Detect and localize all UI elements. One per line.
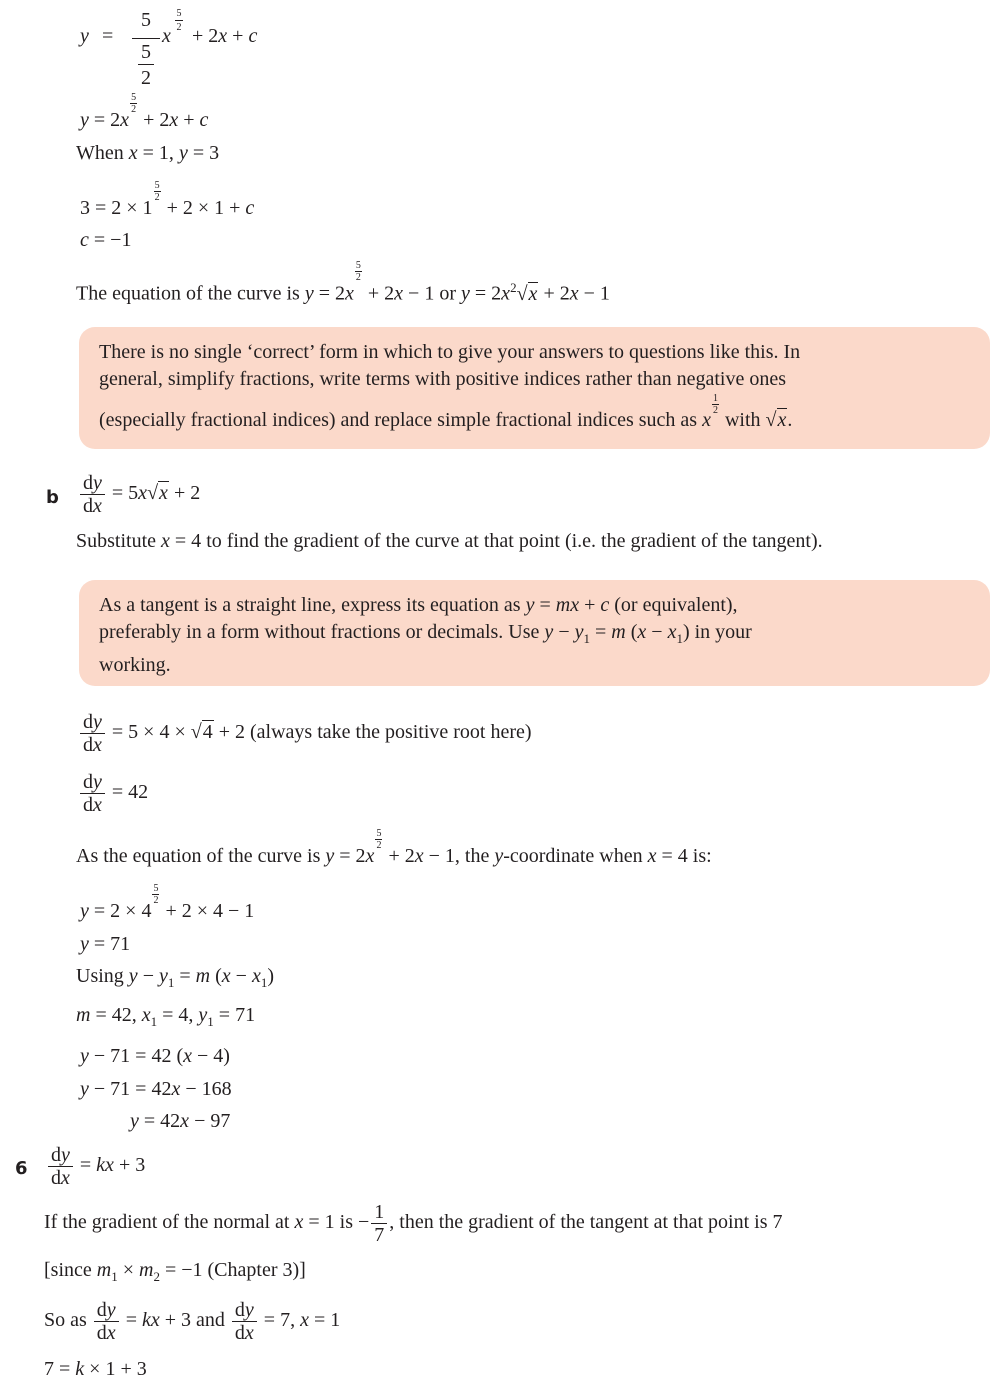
text-fragment: So as — [44, 1309, 87, 1332]
text-fragment: and — [196, 1309, 225, 1332]
equation-line: $\frac{dy}{dx}$ = 5x√x + 2 — [78, 472, 200, 517]
equation-line: $\frac{dy}{dx}$ = 42 — [78, 771, 148, 816]
equation-line: y = 71 — [80, 933, 131, 955]
text-fragment: , the — [454, 845, 490, 867]
text-line: Substitute x = 4 to find the gradient of the curve at that point (i.e. the gradient of the tangent). — [76, 530, 823, 552]
question-number: 6 — [15, 1158, 28, 1179]
equation-line: m = 42, $x_1 = 4$, $y_1 = 71$ — [76, 1004, 256, 1029]
when-text: When — [76, 142, 124, 164]
curve-equation-text: The equation of the curve is — [76, 282, 300, 305]
normal-gradient-text: If the gradient of the normal at — [44, 1211, 290, 1234]
or-text: or — [439, 282, 456, 305]
equation-line: y = 42x − 97 — [130, 1110, 231, 1132]
equation-line: y = 2x $\frac{5}{2}$ + 2x + c — [80, 92, 209, 131]
equation-line: c = −1 — [80, 229, 132, 251]
using-text: Using — [76, 965, 124, 987]
text-fragment: (Chapter 3)] — [207, 1259, 306, 1281]
text-line: Using $y - y_1 = m$ $(x - x_1)$ — [76, 965, 274, 990]
positive-root-text: (always take the positive root here) — [250, 721, 532, 744]
equation-line: $\frac{dy}{dx}$ = kx + 3 — [46, 1144, 145, 1189]
note-line: There is no single ‘correct’ form in which to give your answers to questions like this. In — [99, 341, 801, 363]
tip-note: As a tangent is a straight line, express its equation as y = mx + c (or equivalent), preferably in a form without fractions or decimals. Use $y - y_1 = m$ $(x - x_1)$ in your working. — [79, 580, 990, 686]
note-line: (or equivalent), — [614, 594, 738, 616]
text-fragment: is: — [692, 845, 712, 867]
equation-line: 7 = k × 1 + 3 — [44, 1358, 147, 1380]
text-line: When x = 1, y = 3 — [76, 142, 220, 164]
text-line: The equation of the curve is y = 2x $\frac{5}{2}$ + 2x − 1 or $y = 2x^2√x + 2x - 1$ — [76, 260, 610, 305]
text-line: So as $\frac{dy}{dx}$ = kx + 3 and $\frac{dy}{dx}$ = 7, x = 1 — [44, 1299, 341, 1344]
note-line: (especially fractional indices) and replace simple fractional indices such as — [99, 409, 698, 431]
note-line: in your — [694, 621, 752, 643]
curve-equation-text: As the equation of the curve is — [76, 845, 321, 867]
tangent-gradient-text: , then the gradient of the tangent at that point is 7 — [389, 1211, 783, 1234]
equation-line: y − 71 = 42x − 168 — [80, 1078, 232, 1100]
text-fragment: -coordinate when — [503, 845, 643, 867]
substitute-text: Substitute — [76, 530, 157, 552]
note-line: with — [724, 409, 761, 431]
note-line: preferably in a form without fractions or decimals. Use — [99, 621, 540, 643]
text-line: If the gradient of the normal at x = 1 is − $\frac{1}{7}$ , then the gradient of the tangent at that point is 7 — [44, 1201, 783, 1246]
note-line: general, simplify fractions, write terms with positive indices rather than negative ones — [99, 368, 787, 390]
text-line: As the equation of the curve is y = 2x $\frac{5}{2}$ + 2x − 1, the y-coordinate when x = 4 is: — [76, 828, 712, 867]
equation-line: y = 2 × 4 $\frac{5}{2}$ + 2 × 4 − 1 — [80, 883, 255, 922]
note-line: As a tangent is a straight line, express its equation as — [99, 594, 521, 616]
equation-line: y − 71 = 42 (x − 4) — [80, 1045, 230, 1067]
equation-line: 3 = 2 × 1 $\frac{5}{2}$ + 2 × 1 + c — [80, 180, 255, 219]
note-line: working. — [99, 654, 171, 676]
text-fragment: is — [339, 1211, 353, 1234]
equation-line: $\frac{dy}{dx}$ = 5 × 4 × √4 + 2 (always take the positive root here) — [78, 711, 532, 756]
part-label: b — [46, 487, 59, 508]
text-fragment: [since — [44, 1259, 92, 1281]
text-line: [since $m_1 \times m_2 = -1$ (Chapter 3)] — [44, 1259, 306, 1284]
gradient-text: to find the gradient of the curve at that point (i.e. the gradient of the tangent). — [206, 530, 823, 552]
tip-note: There is no single ‘correct’ form in which to give your answers to questions like this. In general, simplify fractions, write terms with positive indices rather than negative ones (especially fractional indices) and replace simple fractional indices such as x $\frac{1}{2}$ with √x. — [79, 327, 990, 449]
